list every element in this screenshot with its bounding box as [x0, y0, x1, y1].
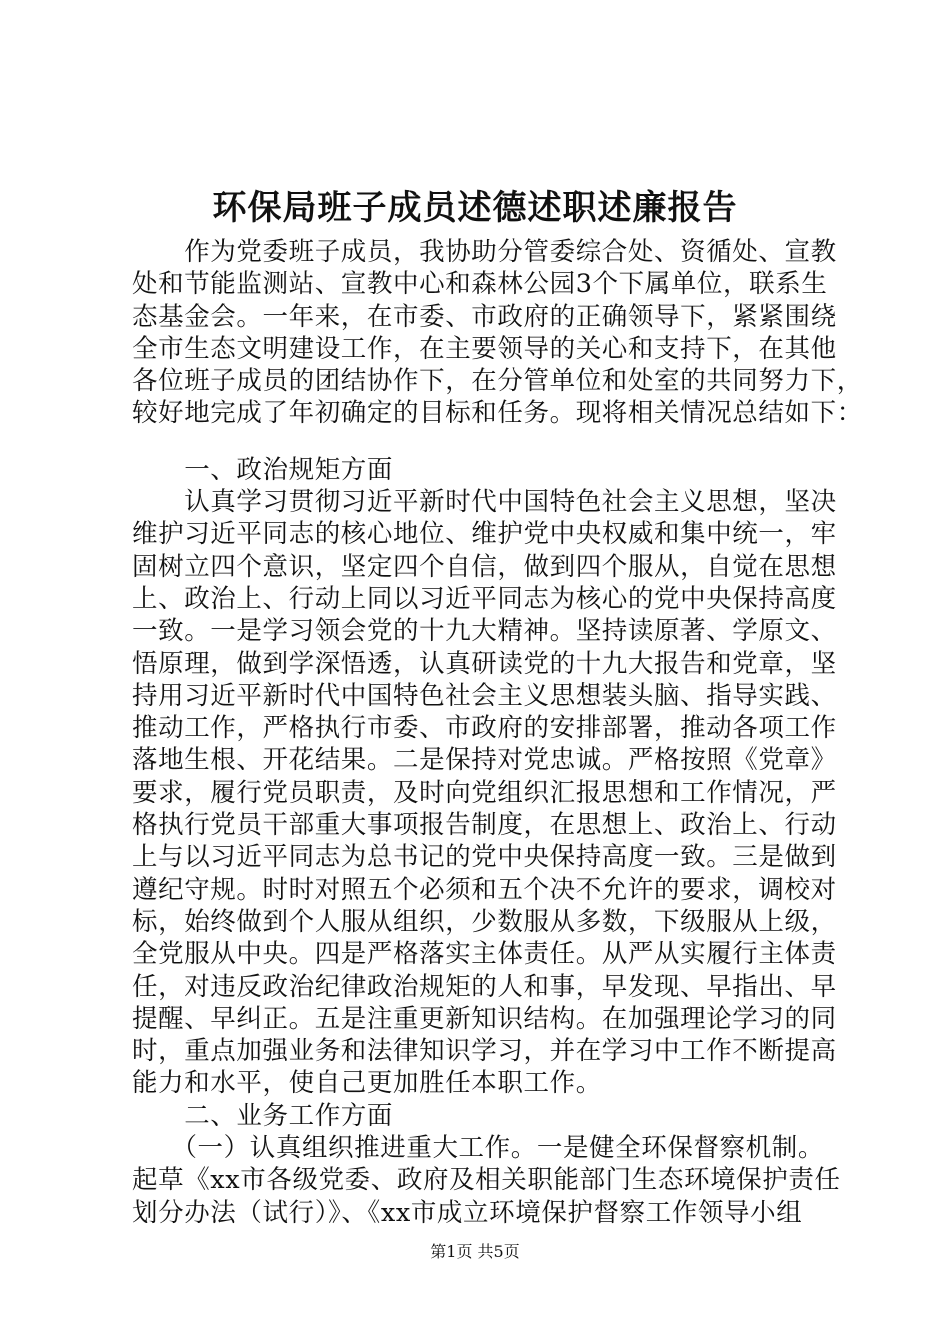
text-line: 能力和水平，使自己更加胜任本职工作。 — [132, 1068, 602, 1099]
text-line: 上与以习近平同志为总书记的党中央保持高度一致。三是做到 — [132, 842, 837, 873]
text-line: 较好地完成了年初确定的目标和任务。现将相关情况总结如下： — [132, 398, 863, 429]
text-line: 落地生根、开花结果。二是保持对党忠诚。严格按照《党章》 — [132, 745, 837, 776]
text-line: 标，始终做到个人服从组织，少数服从多数，下级服从上级， — [132, 906, 837, 937]
document-title: 环保局班子成员述德述职述廉报告 — [212, 188, 738, 228]
section-political-paragraph — [132, 486, 837, 1100]
section-business-paragraph — [132, 1132, 841, 1229]
page-footer: 第1页 共5页 — [430, 1242, 520, 1261]
text-line: 全市生态文明建设工作，在主要领导的关心和支持下，在其他 — [132, 333, 837, 364]
intro-paragraph — [132, 236, 863, 430]
section-heading-business: 二、业务工作方面 — [132, 1100, 394, 1131]
text-line: 推动工作，严格执行市委、市政府的安排部署，推动各项工作 — [132, 713, 837, 744]
text-line: 格执行党员干部重大事项报告制度，在思想上、政治上、行动 — [132, 810, 837, 841]
text-line: 固树立四个意识，坚定四个自信，做到四个服从，自觉在思想 — [132, 551, 837, 582]
text-line: （一）认真组织推进重大工作。一是健全环保督察机制。 — [132, 1133, 824, 1164]
text-line: 维护习近平同志的核心地位、维护党中央权威和集中统一，牢 — [132, 519, 837, 550]
text-line: 遵纪守规。时时对照五个必须和五个决不允许的要求，调校对 — [132, 874, 837, 905]
text-line: 提醒、早纠正。五是注重更新知识结构。在加强理论学习的同 — [132, 1003, 837, 1034]
text-line: 任，对违反政治纪律政治规矩的人和事，早发现、早指出、早 — [132, 971, 837, 1002]
text-line: 一致。一是学习领会党的十九大精神。坚持读原著、学原文、 — [132, 616, 837, 647]
text-line: 时，重点加强业务和法律知识学习，并在学习中工作不断提高 — [132, 1036, 837, 1067]
section-heading-political: 一、政治规矩方面 — [132, 454, 394, 485]
text-line: 认真学习贯彻习近平新时代中国特色社会主义思想，坚决 — [132, 487, 837, 518]
text-line: 起草《xx市各级党委、政府及相关职能部门生态环境保护责任 — [132, 1165, 841, 1196]
document-body — [132, 236, 863, 1229]
text-line: 划分办法（试行）》、《xx市成立环境保护督察工作领导小组 — [132, 1197, 803, 1228]
text-line: 各位班子成员的团结协作下，在分管单位和处室的共同努力下， — [132, 366, 863, 397]
text-line: 持用习近平新时代中国特色社会主义思想装头脑、指导实践、 — [132, 680, 837, 711]
text-line: 上、政治上、行动上同以习近平同志为核心的党中央保持高度 — [132, 583, 837, 614]
paragraph-gap — [132, 430, 832, 454]
text-line: 处和节能监测站、宣教中心和森林公园3个下属单位，联系生 — [132, 269, 828, 300]
text-line: 全党服从中央。四是严格落实主体责任。从严从实履行主体责 — [132, 939, 837, 970]
text-line: 要求，履行党员职责，及时向党组织汇报思想和工作情况，严 — [132, 777, 837, 808]
text-line: 悟原理，做到学深悟透，认真研读党的十九大报告和党章，坚 — [132, 648, 837, 679]
text-line: 态基金会。一年来，在市委、市政府的正确领导下，紧紧围绕 — [132, 301, 837, 332]
text-line: 作为党委班子成员，我协助分管委综合处、资循处、宣教 — [132, 237, 837, 267]
